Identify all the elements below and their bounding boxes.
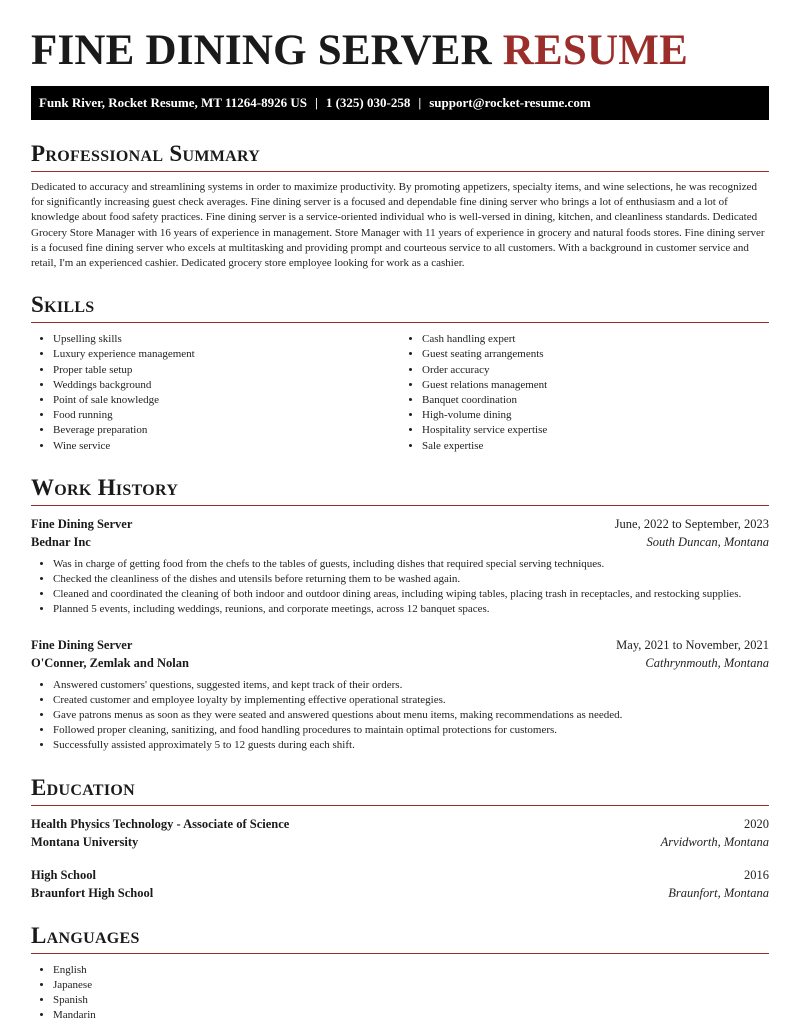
education-school-row <box>31 833 769 851</box>
job-bullet: • Checked the cleanliness of the dishes and utensils before returning them to be washed again. <box>53 572 769 587</box>
skills-section <box>31 291 769 454</box>
skill-item: • Beverage preparation <box>53 423 400 438</box>
job-bullet: • Followed proper cleaning, sanitizing, and food handling procedures to maintain optimal protections for customers. <box>53 723 769 738</box>
work-heading: Work History <box>31 474 769 506</box>
summary-section <box>31 140 769 271</box>
job-bullet: • Created customer and employee loyalty by implementing effective operational strategies. <box>53 693 769 708</box>
job-dates: June, 2022 to September, 2023 <box>614 516 769 531</box>
job-title: Fine Dining Server <box>31 637 133 652</box>
skill-item: • Weddings background <box>53 378 400 393</box>
resume-page <box>31 0 769 1023</box>
job-bullets <box>31 557 769 618</box>
summary-heading: Professional Summary <box>31 140 769 172</box>
skill-item: • High-volume dining <box>422 408 769 423</box>
education-entry <box>31 815 769 851</box>
skill-item: • Proper table setup <box>53 363 400 378</box>
job-dates: May, 2021 to November, 2021 <box>616 637 769 652</box>
contact-phone: 1 (325) 030-258 <box>325 95 411 110</box>
job-bullet: • Planned 5 events, including weddings, reunions, and corporate meetings, across 12 banquet spaces. <box>53 602 769 617</box>
education-location: Arvidworth, Montana <box>660 834 769 849</box>
education-year: 2020 <box>744 816 769 831</box>
job-header-row <box>31 636 769 654</box>
skills-list-right <box>400 332 769 454</box>
skills-list-left <box>31 332 400 454</box>
education-heading: Education <box>31 774 769 806</box>
job-entry <box>31 636 769 754</box>
skills-heading: Skills <box>31 291 769 323</box>
resume-title <box>31 26 769 76</box>
skill-item: • Guest seating arrangements <box>422 347 769 362</box>
job-location: South Duncan, Montana <box>646 534 769 549</box>
language-item: • Mandarin <box>53 1008 769 1023</box>
language-item: • English <box>53 963 769 978</box>
job-bullet: • Successfully assisted approximately 5 to 12 guests during each shift. <box>53 738 769 753</box>
job-bullet: • Cleaned and coordinated the cleaning of both indoor and outdoor dining areas, including wiping tables, placing trash in receptacles, and restocking supplies. <box>53 587 769 602</box>
education-degree: High School <box>31 867 96 882</box>
contact-separator: | <box>314 95 318 110</box>
skill-item: • Hospitality service expertise <box>422 423 769 438</box>
skill-item: • Banquet coordination <box>422 393 769 408</box>
summary-text: Dedicated to accuracy and streamlining systems in order to maximize productivity. By promoting appetizers, specialty items, and wine selections, he was recognized for significantly increasing guest check averages. Fine dining server is a focused and dependable fine dining server who brings a lot of enthusiasm and a lot of knowledge about food safety practices. Fine dining server is a service-oriented individual who is well-versed in dining, kitchen, and cleanliness standards. Dedicated Grocery Store Manager with 16 years of experience in management. Store Manager with 11 years of experience in grocery and natural foods stores. Fine dining server is a focused fine dining server who excels at multitasking and providing prompt and courteous service to all customers. With a background in customer service and retail, I'm an experienced cashier. Dedicated grocery store employee looking for work as a cashier. <box>31 181 765 270</box>
skill-item: • Point of sale knowledge <box>53 393 400 408</box>
education-degree-row <box>31 815 769 833</box>
job-company-row <box>31 654 769 672</box>
skill-item: • Cash handling expert <box>422 332 769 347</box>
language-item: • Spanish <box>53 993 769 1008</box>
languages-section <box>31 922 769 1024</box>
skill-item: • Luxury experience management <box>53 347 400 362</box>
job-company: O'Conner, Zemlak and Nolan <box>31 655 189 670</box>
skills-columns <box>31 332 769 454</box>
job-company: Bednar Inc <box>31 534 91 549</box>
skill-item: • Guest relations management <box>422 378 769 393</box>
skill-item: • Food running <box>53 408 400 423</box>
education-school: Montana University <box>31 834 139 849</box>
job-company-row <box>31 533 769 551</box>
contact-address: Funk River, Rocket Resume, MT 11264-8926 US <box>39 95 307 110</box>
job-bullets <box>31 678 769 754</box>
contact-email[interactable]: support@rocket-resume.com <box>429 95 591 110</box>
languages-list <box>31 963 769 1024</box>
languages-heading: Languages <box>31 922 769 954</box>
education-entry <box>31 866 769 902</box>
education-section <box>31 774 769 902</box>
education-year: 2016 <box>744 867 769 882</box>
job-location: Cathrynmouth, Montana <box>645 655 769 670</box>
education-degree: Health Physics Technology - Associate of Science <box>31 816 290 831</box>
title-accent: RESUME <box>502 27 688 74</box>
language-item: • Japanese <box>53 978 769 993</box>
skill-item: • Order accuracy <box>422 363 769 378</box>
work-section <box>31 474 769 754</box>
skill-item: • Wine service <box>53 439 400 454</box>
skill-item: • Upselling skills <box>53 332 400 347</box>
job-header-row <box>31 515 769 533</box>
skill-item: • Sale expertise <box>422 439 769 454</box>
education-school-row <box>31 884 769 902</box>
education-school: Braunfort High School <box>31 885 154 900</box>
job-bullet: • Answered customers' questions, suggested items, and kept track of their orders. <box>53 678 769 693</box>
job-bullet: • Was in charge of getting food from the chefs to the tables of guests, including dishes that required special serving techniques. <box>53 557 769 572</box>
job-entry <box>31 515 769 618</box>
education-location: Braunfort, Montana <box>668 885 769 900</box>
job-title: Fine Dining Server <box>31 516 133 531</box>
contact-bar <box>31 86 769 120</box>
title-main: FINE DINING SERVER <box>31 27 492 74</box>
contact-separator: | <box>418 95 422 110</box>
job-bullet: • Gave patrons menus as soon as they were seated and answered questions about menu items, making recommendations as needed. <box>53 708 769 723</box>
education-degree-row <box>31 866 769 884</box>
